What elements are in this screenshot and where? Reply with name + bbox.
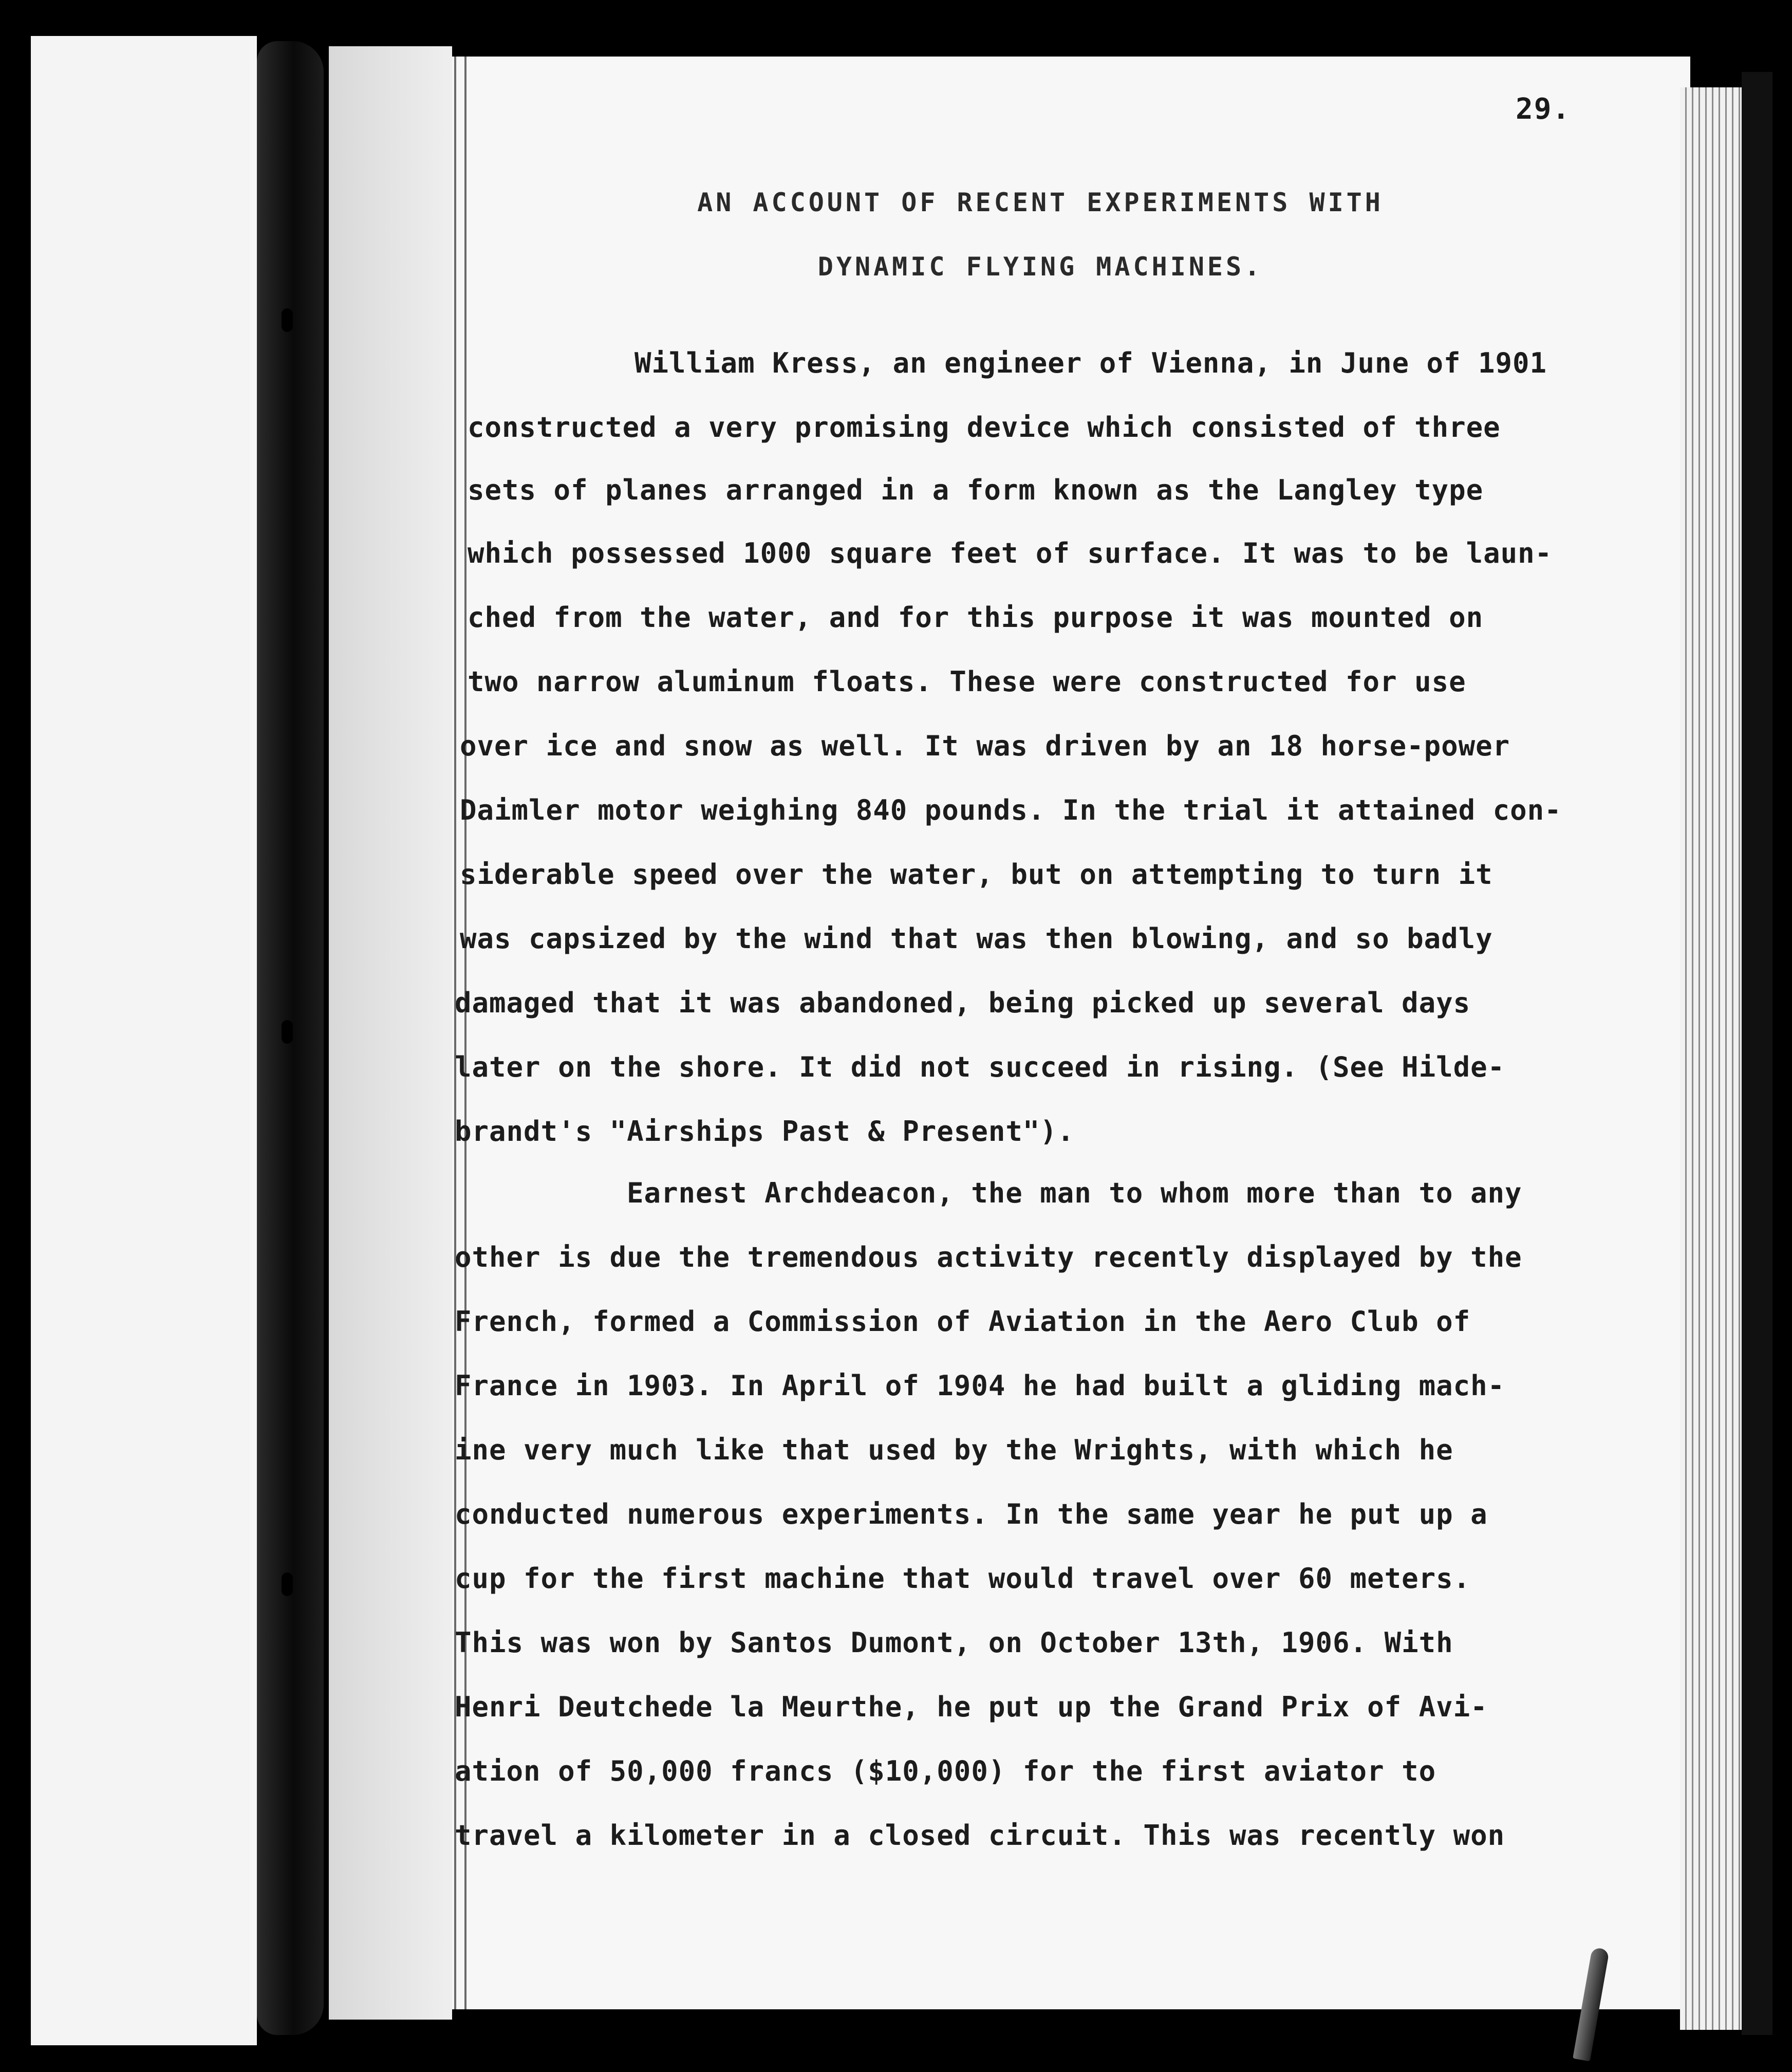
book-edge-shadow bbox=[1742, 72, 1772, 2035]
text-line: over ice and snow as well. It was driven by an 18 horse-power bbox=[460, 730, 1510, 762]
binding-hole bbox=[282, 1020, 293, 1044]
binding-hole bbox=[282, 308, 293, 332]
text-line: travel a kilometer in a closed circuit. This was recently won bbox=[455, 1819, 1505, 1852]
text-line: other is due the tremendous activity recently displayed by the bbox=[455, 1241, 1522, 1273]
text-line: ched from the water, and for this purpose it was mounted on bbox=[468, 601, 1484, 634]
text-line: siderable speed over the water, but on attempting to turn it bbox=[460, 858, 1493, 891]
text-line: cup for the first machine that would travel over 60 meters. bbox=[455, 1562, 1471, 1595]
text-line: France in 1903. In April of 1904 he had built a gliding mach- bbox=[455, 1370, 1505, 1402]
page-subtitle: DYNAMIC FLYING MACHINES. bbox=[817, 252, 1263, 282]
text-line: later on the shore. It did not succeed in rising. (See Hilde- bbox=[455, 1051, 1505, 1083]
text-line: brandt's "Airships Past & Present"). bbox=[455, 1115, 1075, 1148]
text-line: This was won by Santos Dumont, on October 13th, 1906. With bbox=[455, 1626, 1453, 1659]
text-line: damaged that it was abandoned, being picked up several days bbox=[455, 987, 1471, 1019]
text-line: French, formed a Commission of Aviation in the Aero Club of bbox=[455, 1305, 1471, 1338]
text-line: Henri Deutchede la Meurthe, he put up the Grand Prix of Avi- bbox=[455, 1691, 1488, 1723]
text-line: ine very much like that used by the Wrights, with which he bbox=[455, 1434, 1453, 1466]
binding-hole bbox=[282, 1572, 293, 1596]
text-line: two narrow aluminum floats. These were constructed for use bbox=[468, 665, 1466, 698]
text-line: constructed a very promising device which consisted of three bbox=[468, 411, 1501, 443]
stacked-page-edges bbox=[1680, 87, 1747, 2030]
page-title: AN ACCOUNT OF RECENT EXPERIMENTS WITH bbox=[697, 188, 1384, 217]
text-line: was capsized by the wind that was then blowing, and so badly bbox=[460, 922, 1493, 955]
page-curve-shadow bbox=[329, 46, 452, 2020]
text-line: conducted numerous experiments. In the same year he put up a bbox=[455, 1498, 1488, 1530]
page-number: 29. bbox=[1516, 92, 1571, 126]
text-line: Earnest Archdeacon, the man to whom more than to any bbox=[627, 1177, 1522, 1209]
text-line: sets of planes arranged in a form known as the Langley type bbox=[468, 474, 1484, 506]
text-line: Daimler motor weighing 840 pounds. In the trial it attained con- bbox=[460, 794, 1562, 826]
text-line: ation of 50,000 francs ($10,000) for the first aviator to bbox=[455, 1755, 1436, 1787]
text-line: William Kress, an engineer of Vienna, in June of 1901 bbox=[634, 347, 1547, 379]
left-page-edge bbox=[31, 36, 257, 2045]
text-line: which possessed 1000 square feet of surface. It was to be laun- bbox=[468, 537, 1553, 569]
